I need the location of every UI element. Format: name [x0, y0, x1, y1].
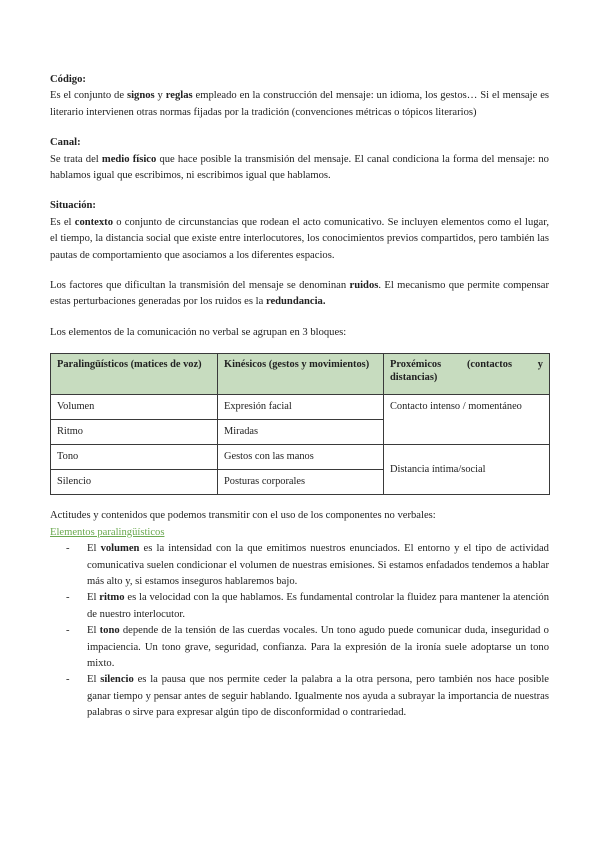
term-medio-fisico: medio físico [101, 153, 157, 165]
table-cell: Ritmo [51, 420, 218, 445]
header-kinesicos: Kinésicos (gestos y movimientos) [218, 354, 384, 395]
table-cell: Contacto intenso / momentáneo [384, 395, 550, 445]
table-cell: Gestos con las manos [218, 445, 384, 470]
header-proxemicos: Proxémicos (contactos y distancias) [384, 354, 550, 395]
table-cell: Posturas corporales [218, 470, 384, 495]
term-redundancia: redundancia. [265, 296, 326, 308]
term-ruidos: ruidos [349, 280, 379, 292]
paragraph-situacion: Es el contexto o conjunto de circunstancias que rodean el acto comunicativo. Se incluyen elementos como el lugar, el tiempo, la distancia social que existe entre interlocutores, los conocimientos previos compartidos, pero también las pautas de comportamiento que asociamos a los diferentes espacios. [50, 216, 549, 261]
paragraph-codigo: Es el conjunto de signos y reglas empleado en la construcción del mensaje: un idioma, los gestos… Si el mensaje es literario intervienen otras normas fijadas por la tradición (convenciones métricas o tópicos literarios) [50, 90, 550, 118]
paralinguistic-list [50, 541, 549, 721]
table-row [51, 445, 550, 470]
list-item: - El tono depende de la tensión de las cuerdas vocales. Un tono agudo puede comunicar duda, inseguridad o impaciencia. Un tono grave, seguridad, confianza. Para la expresión de la ironía suele adoptarse un tono mixto. [66, 625, 549, 669]
document-body [50, 72, 549, 722]
list-item: - El silencio es la pausa que nos permite ceder la palabra a la otra persona, pero también nos hace posible ganar tiempo y pensar antes de seguir hablando. Igualmente nos ayuda a subrayar la importancia de nuestras palabras o sirve para expresar algún tipo de disconformidad o contrariedad. [66, 674, 549, 719]
header-paralinguisticos: Paralingüísticos (matices de voz) [51, 354, 218, 395]
nonverbal-table [50, 353, 550, 495]
table-cell: Miradas [218, 420, 384, 445]
list-item: - El ritmo es la velocidad con la que hablamos. Es fundamental controlar la fluidez para mantener la atención de nuestro interlocutor. [66, 592, 549, 620]
actitudes-text: Actitudes y contenidos que podemos transmitir con el uso de los componentes no verbales: [50, 510, 436, 522]
table-header-row [51, 354, 550, 395]
heading-situacion: Situación: [50, 200, 96, 212]
table-cell: Silencio [51, 470, 218, 495]
paragraph-canal: Se trata del medio físico que hace posible la transmisión del mensaje. El canal condiciona la forma del mensaje: no hablamos igual que escribimos, ni escribimos igual que hablamos. [50, 153, 549, 182]
heading-codigo: Código: [50, 74, 86, 85]
list-item: - El volumen es la intensidad con la que emitimos nuestros enunciados. El entorno y el tipo de actividad comunicativa suelen condicionar el volumen de nuestras emisiones. Si estamos enfadados tendemos a hablar más alto y, si estamos inseguros hablaremos bajo. [66, 543, 549, 587]
table-cell: Distancia íntima/social [384, 445, 550, 495]
paralinguisticos-link[interactable]: Elementos paralingüísticos [50, 526, 165, 538]
term-contexto: contexto [74, 216, 113, 228]
paragraph-factores: Los factores que dificultan la transmisión del mensaje se denominan ruidos. El mecanismo que permite compensar estas perturbaciones generadas por los ruidos es la redundancia. [50, 280, 550, 308]
table-cell: Expresión facial [218, 395, 384, 420]
table-row [51, 395, 550, 420]
table-intro: Los elementos de la comunicación no verbal se agrupan en 3 bloques: [50, 326, 347, 338]
heading-canal: Canal: [50, 137, 81, 149]
term-signos: signos [126, 90, 155, 102]
table-cell: Tono [51, 445, 218, 470]
table-cell: Volumen [51, 395, 218, 420]
term-reglas: reglas [165, 90, 193, 102]
